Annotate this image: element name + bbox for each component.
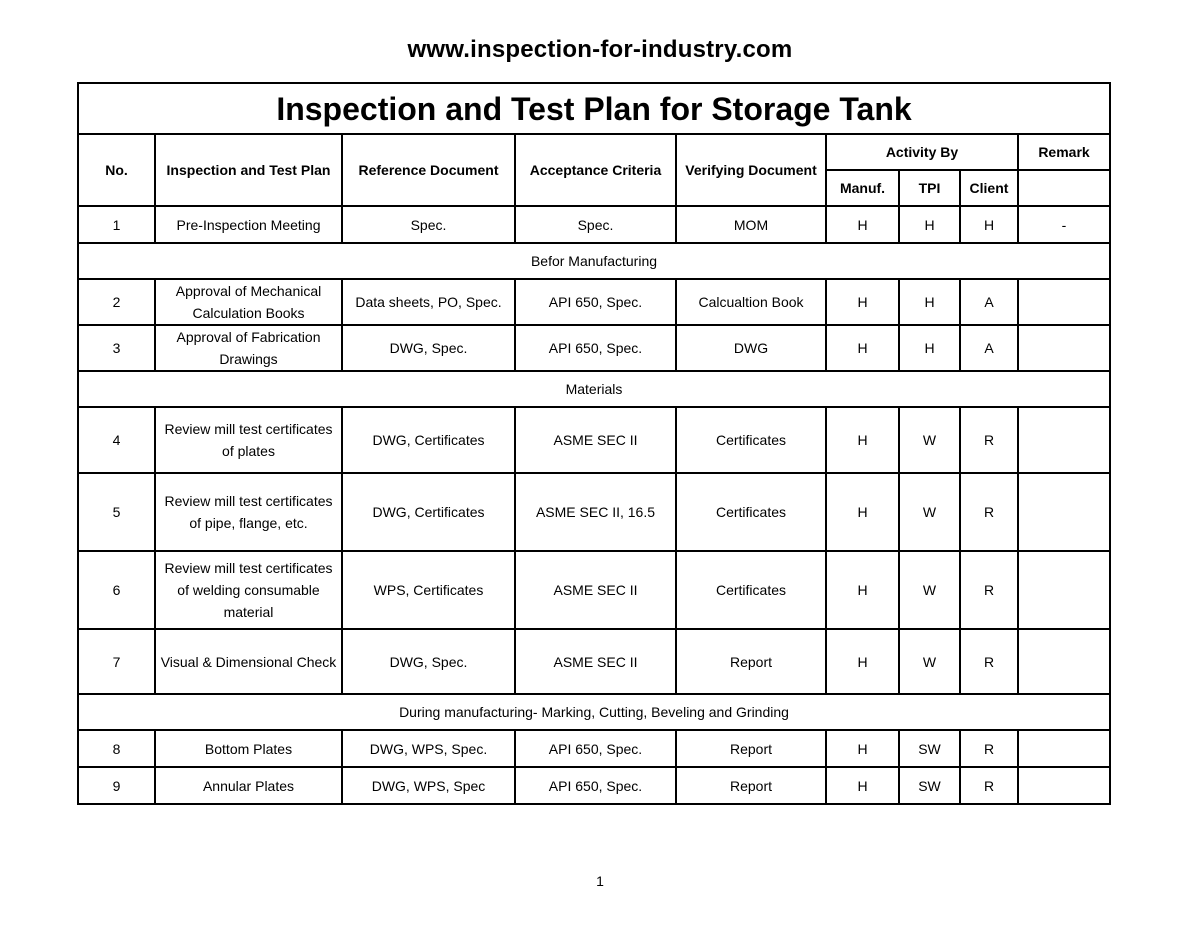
cell-manuf: H [826, 325, 899, 371]
cell-verifying: Certificates [676, 473, 826, 551]
cell-remark [1018, 767, 1110, 804]
cell-plan: Review mill test certificates of welding consumable material [155, 551, 342, 629]
cell-acceptance: ASME SEC II [515, 629, 676, 694]
cell-acceptance: API 650, Spec. [515, 730, 676, 767]
cell-tpi: SW [899, 767, 960, 804]
table-row [78, 629, 1110, 694]
cell-no: 5 [78, 473, 155, 551]
cell-acceptance: ASME SEC II [515, 407, 676, 473]
cell-remark [1018, 325, 1110, 371]
cell-manuf: H [826, 730, 899, 767]
header-no: No. [78, 134, 155, 206]
inspection-test-plan-table [77, 82, 1111, 805]
cell-acceptance: ASME SEC II [515, 551, 676, 629]
cell-verifying: Certificates [676, 407, 826, 473]
site-url[interactable]: www.inspection-for-industry.com [407, 36, 793, 63]
cell-client: R [960, 730, 1018, 767]
header-tpi: TPI [899, 170, 960, 206]
cell-client: R [960, 407, 1018, 473]
cell-plan: Pre-Inspection Meeting [155, 206, 342, 243]
cell-no: 9 [78, 767, 155, 804]
cell-verifying: Report [676, 767, 826, 804]
cell-tpi: H [899, 206, 960, 243]
cell-manuf: H [826, 279, 899, 325]
header-remark: Remark [1018, 134, 1110, 170]
cell-acceptance: ASME SEC II, 16.5 [515, 473, 676, 551]
header-activity-by: Activity By [826, 134, 1018, 170]
cell-remark [1018, 279, 1110, 325]
cell-tpi: W [899, 473, 960, 551]
cell-reference: DWG, Spec. [342, 325, 515, 371]
cell-manuf: H [826, 629, 899, 694]
table-row [78, 279, 1110, 325]
cell-tpi: W [899, 551, 960, 629]
table-row [78, 407, 1110, 473]
cell-acceptance: API 650, Spec. [515, 325, 676, 371]
cell-remark [1018, 407, 1110, 473]
cell-client: R [960, 767, 1018, 804]
cell-client: R [960, 473, 1018, 551]
table-row [78, 767, 1110, 804]
cell-reference: WPS, Certificates [342, 551, 515, 629]
cell-manuf: H [826, 551, 899, 629]
cell-plan: Approval of Fabrication Drawings [155, 325, 342, 371]
cell-reference: DWG, Spec. [342, 629, 515, 694]
cell-no: 6 [78, 551, 155, 629]
cell-no: 8 [78, 730, 155, 767]
table-row [78, 730, 1110, 767]
header-client: Client [960, 170, 1018, 206]
cell-reference: DWG, WPS, Spec [342, 767, 515, 804]
cell-manuf: H [826, 767, 899, 804]
cell-client: H [960, 206, 1018, 243]
header-remark-blank [1018, 170, 1110, 206]
header-verifying-document: Verifying Document [676, 134, 826, 206]
cell-reference: DWG, WPS, Spec. [342, 730, 515, 767]
cell-acceptance: API 650, Spec. [515, 279, 676, 325]
cell-tpi: W [899, 629, 960, 694]
cell-no: 2 [78, 279, 155, 325]
cell-tpi: H [899, 325, 960, 371]
cell-acceptance: Spec. [515, 206, 676, 243]
header-inspection-test-plan: Inspection and Test Plan [155, 134, 342, 206]
cell-reference: Data sheets, PO, Spec. [342, 279, 515, 325]
cell-manuf: H [826, 407, 899, 473]
cell-client: A [960, 325, 1018, 371]
cell-verifying: Calcualtion Book [676, 279, 826, 325]
cell-plan: Review mill test certificates of plates [155, 407, 342, 473]
cell-no: 7 [78, 629, 155, 694]
section-row [78, 694, 1110, 730]
cell-verifying: Report [676, 730, 826, 767]
cell-client: R [960, 629, 1018, 694]
cell-remark: - [1018, 206, 1110, 243]
section-row [78, 243, 1110, 279]
cell-verifying: DWG [676, 325, 826, 371]
cell-verifying: MOM [676, 206, 826, 243]
table-title: Inspection and Test Plan for Storage Tank [78, 83, 1110, 134]
cell-remark [1018, 730, 1110, 767]
header-acceptance-criteria: Acceptance Criteria [515, 134, 676, 206]
section-before-manufacturing: Befor Manufacturing [78, 243, 1110, 279]
cell-remark [1018, 473, 1110, 551]
cell-tpi: W [899, 407, 960, 473]
cell-manuf: H [826, 206, 899, 243]
header-manuf: Manuf. [826, 170, 899, 206]
cell-plan: Annular Plates [155, 767, 342, 804]
table-row [78, 325, 1110, 371]
cell-no: 4 [78, 407, 155, 473]
cell-client: A [960, 279, 1018, 325]
cell-manuf: H [826, 473, 899, 551]
cell-reference: Spec. [342, 206, 515, 243]
page-number: 1 [596, 873, 604, 889]
table-row [78, 473, 1110, 551]
cell-verifying: Report [676, 629, 826, 694]
cell-plan: Review mill test certificates of pipe, flange, etc. [155, 473, 342, 551]
cell-remark [1018, 629, 1110, 694]
cell-tpi: H [899, 279, 960, 325]
cell-no: 3 [78, 325, 155, 371]
cell-remark [1018, 551, 1110, 629]
section-materials: Materials [78, 371, 1110, 407]
cell-client: R [960, 551, 1018, 629]
header-reference-document: Reference Document [342, 134, 515, 206]
cell-verifying: Certificates [676, 551, 826, 629]
section-during-manufacturing: During manufacturing- Marking, Cutting, Beveling and Grinding [78, 694, 1110, 730]
section-row [78, 371, 1110, 407]
table-row [78, 206, 1110, 243]
cell-plan: Approval of Mechanical Calculation Books [155, 279, 342, 325]
cell-acceptance: API 650, Spec. [515, 767, 676, 804]
cell-reference: DWG, Certificates [342, 473, 515, 551]
cell-tpi: SW [899, 730, 960, 767]
cell-plan: Visual & Dimensional Check [155, 629, 342, 694]
cell-reference: DWG, Certificates [342, 407, 515, 473]
cell-plan: Bottom Plates [155, 730, 342, 767]
table-row [78, 551, 1110, 629]
cell-no: 1 [78, 206, 155, 243]
